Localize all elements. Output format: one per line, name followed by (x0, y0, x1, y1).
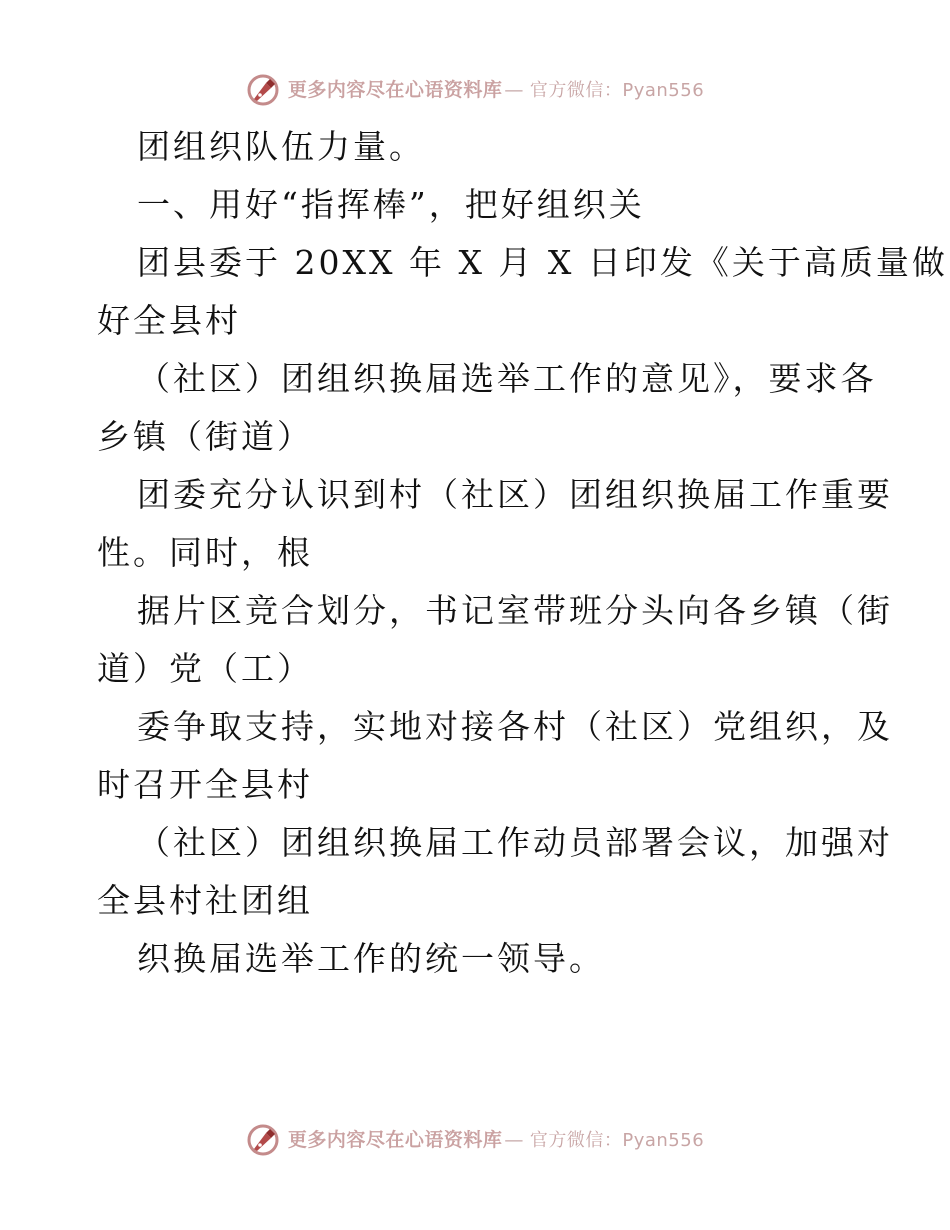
paragraph-line: （社区）团组织换届选举工作的意见》，要求各 (137, 359, 877, 398)
paragraph-line: 时召开全县村 (97, 765, 313, 804)
paragraph-line: 性。同时，根 (97, 533, 313, 572)
watermark-separator: — (504, 1128, 524, 1151)
pen-nib-logo-icon (246, 73, 280, 107)
watermark-contact: 官方微信：Pyan556 (529, 1129, 705, 1151)
paragraph-line: 全县村社团组 (97, 881, 313, 920)
paragraph-line: 据片区竞合划分，书记室带班分头向各乡镇（街 (137, 591, 893, 630)
document-body (97, 118, 948, 988)
paragraph-line: 委争取支持，实地对接各村（社区）党组织，及 (137, 707, 893, 746)
paragraph-line: 团组织队伍力量。 (137, 127, 425, 166)
watermark-text (287, 78, 705, 101)
paragraph-line: 乡镇（街道） (97, 417, 313, 456)
watermark-text (287, 1128, 705, 1151)
paragraph-line: 好全县村 (97, 301, 241, 340)
paragraph-line: 道）党（工） (97, 649, 313, 688)
paragraph-line: 织换届选举工作的统一领导。 (137, 939, 605, 978)
header-watermark (0, 70, 950, 110)
watermark-main: 更多内容尽在心语资料库 (287, 1128, 503, 1151)
section-heading: 一、用好“指挥棒”，把好组织关 (137, 185, 645, 224)
paragraph-line: 团县委于 20XX 年 X 月 X 日印发《关于高质量做 (137, 243, 948, 282)
watermark-contact: 官方微信：Pyan556 (529, 79, 705, 101)
paragraph-line: （社区）团组织换届工作动员部署会议，加强对 (137, 823, 893, 862)
footer-watermark (0, 1120, 950, 1160)
watermark-main: 更多内容尽在心语资料库 (287, 78, 503, 101)
watermark-separator: — (504, 78, 524, 101)
paragraph-line: 团委充分认识到村（社区）团组织换届工作重要 (137, 475, 893, 514)
pen-nib-logo-icon (246, 1123, 280, 1157)
